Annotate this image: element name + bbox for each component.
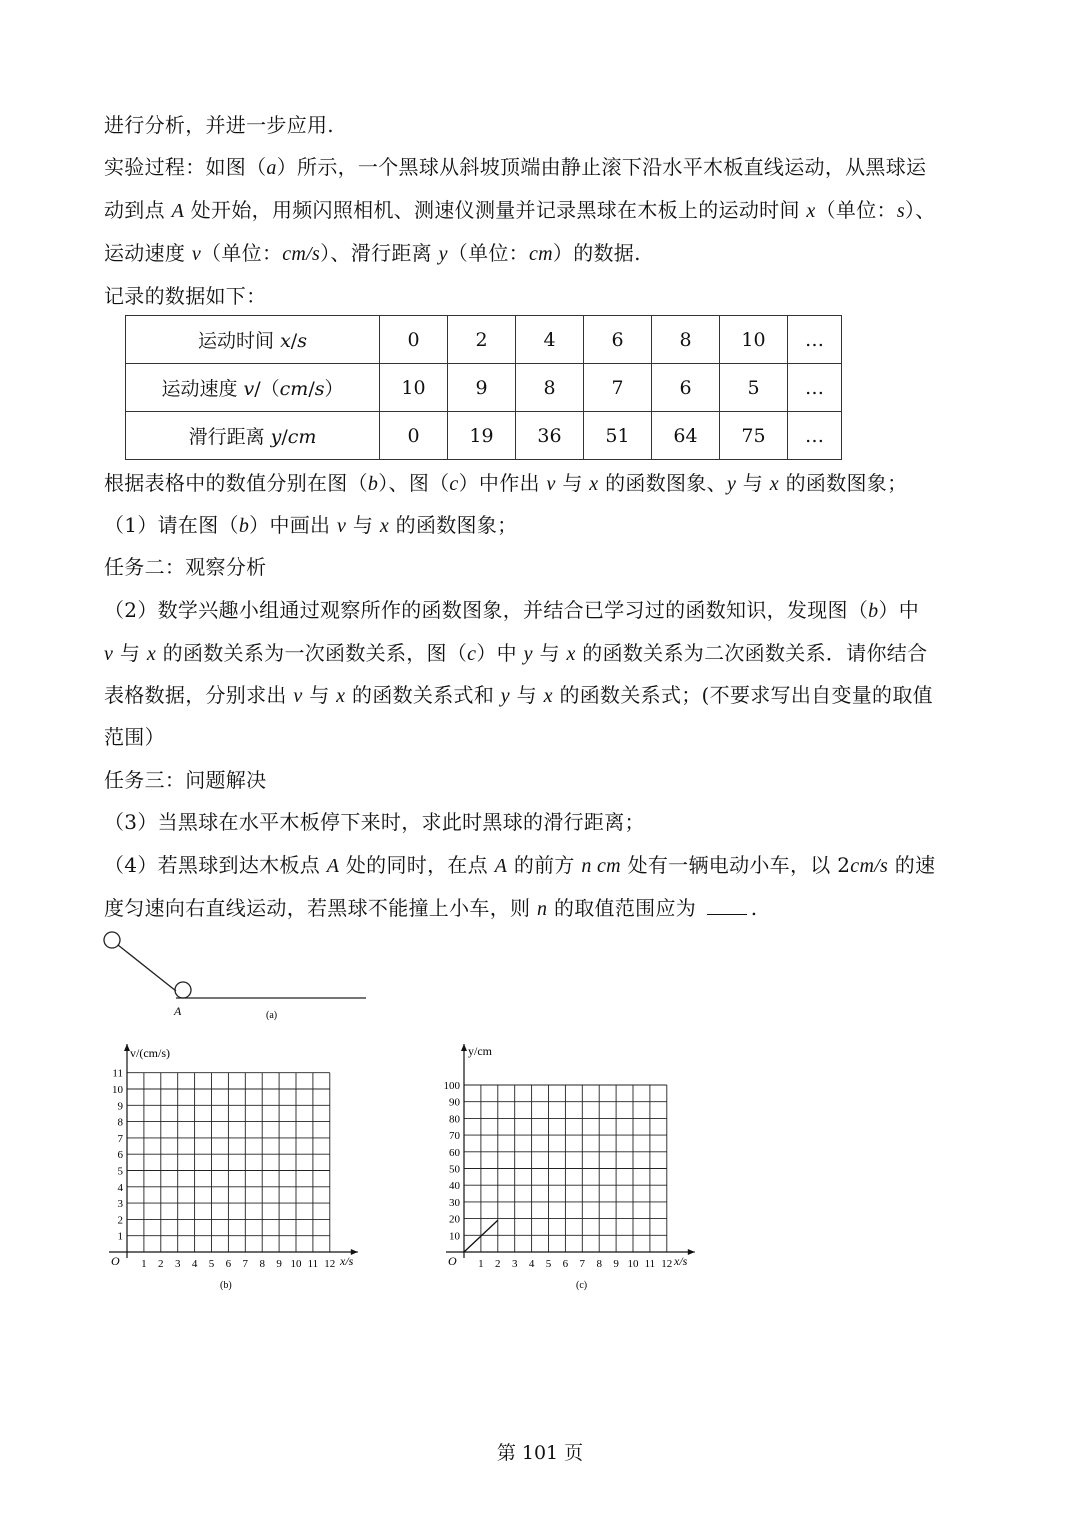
table-cell: … (788, 412, 842, 460)
text-line-15: （4）若黑球到达木板点 A 处的同时，在点 A 的前方 n cm 处有一辆电动小车，以 2cm/s 的速 (104, 853, 936, 877)
figure-c (430, 1040, 710, 1300)
table-cell: 8 (516, 364, 584, 412)
figure-b (100, 1040, 380, 1300)
y-tick-label: 1 (117, 1230, 123, 1243)
answer-blank (707, 896, 747, 915)
table-cell: 51 (584, 412, 652, 460)
figure-c-caption: (c) (576, 1280, 588, 1291)
text-line-8: 任务二：观察分析 (104, 555, 267, 579)
x-tick-label: 9 (276, 1258, 282, 1270)
figure-a-caption: (a) (266, 1010, 278, 1021)
table-cell: 7 (584, 364, 652, 412)
text-line-14: （3）当黑球在水平木板停下来时，求此时黑球的滑行距离； (104, 810, 645, 834)
x-tick-label: 5 (545, 1258, 552, 1270)
x-tick-label: 12 (661, 1258, 673, 1270)
table-cell: 0 (380, 316, 448, 364)
x-tick-label: 10 (290, 1258, 302, 1270)
axis-label-x: x/s (674, 1254, 688, 1268)
text-line-7: （1）请在图（b）中画出 v 与 x 的函数图象； (104, 513, 518, 537)
table-cell: 75 (720, 412, 788, 460)
table-cell: … (788, 364, 842, 412)
text-line-16: 度匀速向右直线运动，若黑球不能撞上小车，则 n 的取值范围应为 . (104, 896, 758, 920)
x-tick-label: 8 (259, 1258, 265, 1270)
y-tick-label: 11 (112, 1067, 123, 1080)
figure-a (96, 925, 376, 1025)
ball-top (104, 932, 120, 948)
table-row (126, 316, 842, 364)
y-tick-label: 8 (117, 1116, 123, 1129)
text-line-4: 运动速度 v（单位：cm/s）、滑行距离 y（单位：cm）的数据. (104, 241, 641, 265)
y-tick-label: 50 (449, 1163, 460, 1176)
table-cell: … (788, 316, 842, 364)
text-line-3: 动到点 A 处开始，用频闪照相机、测速仪测量并记录黑球在木板上的运动时间 x（单位：s）、 (104, 198, 936, 222)
text-line-11: 表格数据，分别求出 v 与 x 的函数关系式和 y 与 x 的函数关系式；(不要求写出自变量的取值 (104, 683, 933, 707)
y-tick-label: 60 (449, 1146, 460, 1159)
y-axis-arrow (461, 1044, 467, 1051)
y-tick-label: 5 (117, 1165, 123, 1178)
y-tick-label: 70 (449, 1130, 460, 1143)
x-tick-label: 4 (191, 1258, 198, 1270)
x-tick-label: 4 (528, 1258, 535, 1270)
x-tick-label: 5 (208, 1258, 215, 1270)
x-tick-label: 2 (158, 1258, 164, 1270)
x-tick-label: 7 (579, 1258, 586, 1270)
text-line-10: v 与 x 的函数关系为一次函数关系，图（c）中 y 与 x 的函数关系为二次函数关系．请你结合 (104, 641, 928, 665)
figure-b-caption: (b) (220, 1280, 232, 1291)
x-tick-label: 6 (225, 1258, 232, 1270)
y-tick-label: 7 (117, 1132, 123, 1145)
y-tick-label: 6 (117, 1149, 123, 1162)
y-tick-label: 40 (449, 1180, 460, 1193)
y-tick-label: 100 (443, 1080, 460, 1092)
origin-label: O (448, 1254, 457, 1268)
table-cell: 0 (380, 412, 448, 460)
axis-label-y: y/cm (468, 1044, 492, 1058)
table-cell: 36 (516, 412, 584, 460)
table-cell: 6 (584, 316, 652, 364)
axis-label-x: x/s (340, 1254, 354, 1268)
y-tick-label: 30 (449, 1196, 460, 1209)
x-tick-label: 12 (324, 1258, 336, 1270)
table-cell: 64 (652, 412, 720, 460)
table-cell: 8 (652, 316, 720, 364)
page-number: 第 101 页 (496, 1442, 584, 1464)
x-tick-label: 7 (242, 1258, 249, 1270)
data-table (125, 315, 842, 460)
y-tick-label: 2 (117, 1214, 123, 1227)
point-a-label: A (174, 1004, 182, 1018)
x-axis-arrow (688, 1249, 695, 1255)
x-tick-label: 11 (307, 1258, 319, 1270)
x-axis-arrow (351, 1249, 358, 1255)
table-cell: 5 (720, 364, 788, 412)
text-line-5: 记录的数据如下： (104, 284, 267, 308)
table-cell: 19 (448, 412, 516, 460)
x-tick-label: 10 (627, 1258, 639, 1270)
text-line-2: 实验过程：如图（a）所示，一个黑球从斜坡顶端由静止滚下沿水平木板直线运动，从黑球运 (104, 155, 927, 179)
table-cell: 2 (448, 316, 516, 364)
row-head-time: 运动时间 x/s (126, 316, 380, 364)
x-tick-label: 3 (174, 1258, 181, 1270)
x-tick-label: 9 (613, 1258, 619, 1270)
x-tick-label: 2 (495, 1258, 501, 1270)
row-head-speed: 运动速度 v/（cm/s） (126, 364, 380, 412)
y-tick-label: 80 (449, 1113, 460, 1126)
y-tick-label: 90 (449, 1096, 460, 1109)
x-tick-label: 1 (141, 1258, 147, 1270)
text-line-12: 范围） (104, 725, 165, 749)
text-line-9: （2）数学兴趣小组通过观察所作的函数图象，并结合已学习过的函数知识，发现图（b）中 (104, 598, 920, 622)
ball-bottom (175, 982, 191, 998)
slope-line (118, 945, 176, 991)
x-tick-label: 8 (596, 1258, 602, 1270)
y-tick-label: 20 (449, 1213, 460, 1226)
axis-label-y: v/(cm/s) (130, 1046, 170, 1060)
y-tick-label: 10 (112, 1084, 123, 1096)
y-tick-label: 3 (117, 1198, 123, 1211)
y-tick-label: 10 (449, 1230, 460, 1243)
table-row (126, 412, 842, 460)
table-cell: 10 (380, 364, 448, 412)
x-tick-label: 1 (478, 1258, 484, 1270)
text-line-6: 根据表格中的数值分别在图（b）、图（c）中作出 v 与 x 的函数图象、y 与 x 的函数图象； (104, 471, 908, 495)
x-tick-label: 3 (511, 1258, 518, 1270)
text-line-13: 任务三：问题解决 (104, 768, 267, 792)
table-cell: 9 (448, 364, 516, 412)
table-cell: 10 (720, 316, 788, 364)
y-tick-label: 9 (117, 1100, 123, 1113)
text-line-1: 进行分析，并进一步应用. (104, 113, 334, 137)
row-head-distance: 滑行距离 y/cm (126, 412, 380, 460)
table-row (126, 364, 842, 412)
y-tick-label: 4 (117, 1181, 123, 1194)
table-cell: 6 (652, 364, 720, 412)
table-cell: 4 (516, 316, 584, 364)
origin-label: O (111, 1254, 120, 1268)
x-tick-label: 6 (562, 1258, 569, 1270)
x-tick-label: 11 (644, 1258, 656, 1270)
